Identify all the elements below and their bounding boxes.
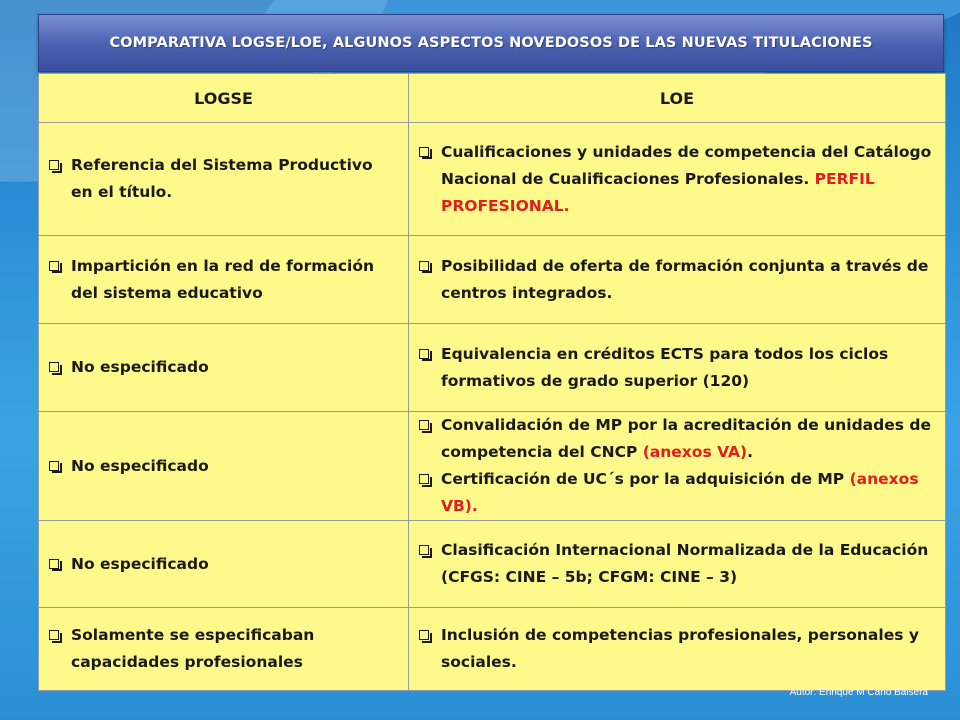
- checkbox-bullet-icon: [419, 261, 429, 271]
- logse-text: No especificado: [71, 554, 209, 573]
- list-item: [49, 354, 398, 381]
- checkbox-bullet-icon: [49, 630, 59, 640]
- list-item: [419, 537, 935, 591]
- checkbox-bullet-icon: [419, 420, 429, 430]
- loe-text: Convalidación de MP por la acreditación de unidades de competencia del CNCP: [441, 416, 931, 461]
- loe-text: Clasificación Internacional Normalizada de la Educación (CFGS: CINE – 5b; CFGM: CINE – 3): [441, 541, 929, 586]
- list-item: [419, 622, 935, 676]
- checkbox-bullet-icon: [419, 630, 429, 640]
- checkbox-bullet-icon: [419, 349, 429, 359]
- loe-text: Equivalencia en créditos ECTS para todos los ciclos formativos de grado superior (120): [441, 344, 889, 390]
- logse-cell: [39, 123, 409, 236]
- loe-cell: [409, 324, 946, 412]
- list-item: [419, 466, 935, 520]
- loe-cell: [409, 412, 946, 521]
- loe-text: Certificación de UC´s por la adquisición de MP: [441, 470, 850, 488]
- logse-cell: [39, 324, 409, 412]
- checkbox-bullet-icon: [49, 261, 59, 271]
- loe-cell: [409, 123, 946, 236]
- logse-text: Referencia del Sistema Productivo en el título.: [71, 156, 373, 201]
- table-row: [39, 324, 946, 412]
- loe-cell: [409, 236, 946, 324]
- list-item: [419, 253, 935, 307]
- list-item: [49, 253, 398, 307]
- list-item: [49, 622, 398, 676]
- highlight-text: (anexos VA): [642, 443, 748, 461]
- loe-cell: [409, 521, 946, 608]
- author-credit: Autor: Enrique M Cano Balsera: [789, 687, 928, 698]
- loe-cell: [409, 608, 946, 691]
- checkbox-bullet-icon: [419, 474, 429, 484]
- loe-text: Cualificaciones y unidades de competencia del Catálogo Nacional de Cualificaciones Profesionales.: [441, 142, 932, 188]
- table-row: [39, 521, 946, 608]
- table-header-row: [39, 74, 946, 123]
- highlight-text: PERFIL PROFESIONAL.: [441, 169, 875, 215]
- logse-text: No especificado: [71, 456, 209, 475]
- table-row: [39, 412, 946, 521]
- slide-title: COMPARATIVA LOGSE/LOE, ALGUNOS ASPECTOS NOVEDOSOS DE LAS NUEVAS TITULACIONES: [109, 35, 873, 51]
- checkbox-bullet-icon: [49, 461, 59, 471]
- highlight-text: (anexos VB).: [441, 470, 919, 515]
- column-header-loe: LOE: [409, 74, 946, 123]
- list-item: [419, 412, 935, 466]
- table-row: [39, 608, 946, 691]
- list-item: [49, 453, 398, 480]
- table-row: [39, 236, 946, 324]
- logse-cell: [39, 236, 409, 324]
- logse-text: No especificado: [71, 358, 209, 376]
- checkbox-bullet-icon: [49, 362, 59, 372]
- checkbox-bullet-icon: [49, 559, 59, 569]
- list-item: [419, 139, 935, 220]
- list-item: [49, 551, 398, 578]
- checkbox-bullet-icon: [419, 545, 429, 555]
- checkbox-bullet-icon: [419, 147, 429, 157]
- table-row: [39, 123, 946, 236]
- loe-text: Inclusión de competencias profesionales, personales y sociales.: [441, 626, 919, 671]
- column-header-logse: LOGSE: [39, 74, 409, 123]
- logse-cell: [39, 412, 409, 521]
- list-item: [419, 341, 935, 395]
- slide-title-bar: [38, 14, 944, 72]
- loe-text: Posibilidad de oferta de formación conjunta a través de centros integrados.: [441, 256, 929, 302]
- logse-text: Solamente se especificaban capacidades profesionales: [71, 626, 315, 671]
- logse-text: Impartición en la red de formación del sistema educativo: [71, 256, 375, 302]
- logse-cell: [39, 608, 409, 691]
- tail-text: .: [747, 443, 753, 461]
- list-item: [49, 152, 398, 206]
- logse-cell: [39, 521, 409, 608]
- comparison-table: [38, 73, 946, 691]
- checkbox-bullet-icon: [49, 160, 59, 170]
